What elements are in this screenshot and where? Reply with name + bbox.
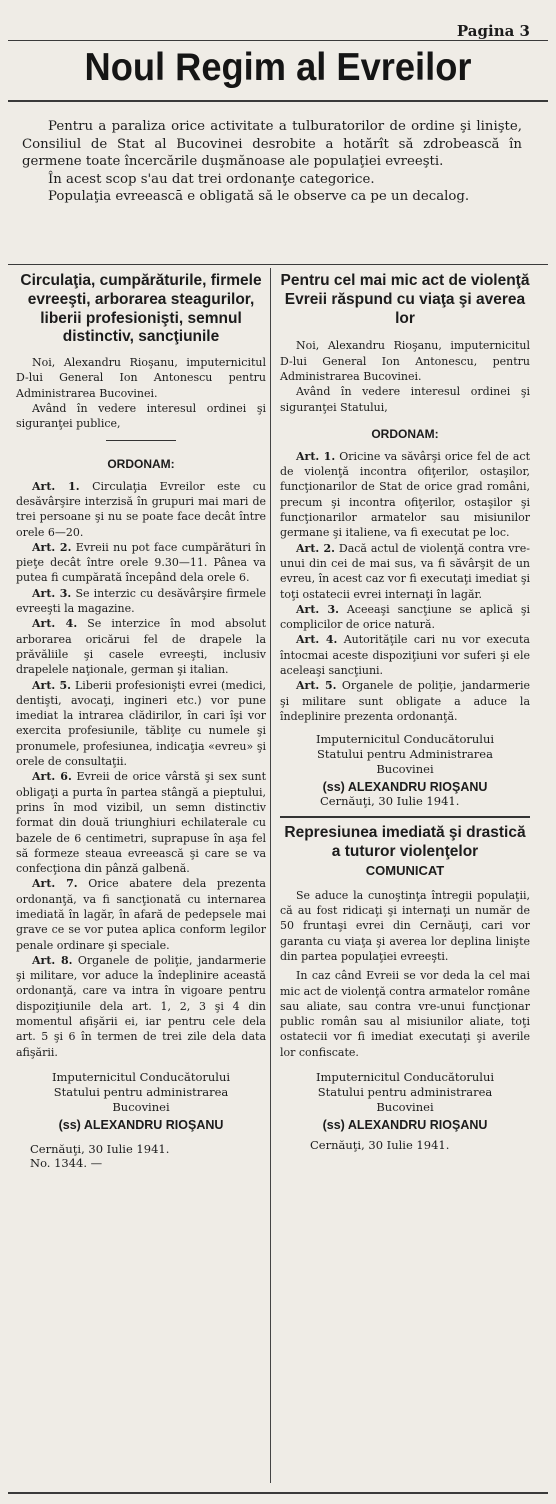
right-signature-name: (ss) ALEXANDRU RIOŞANU: [322, 780, 488, 795]
comunicat-paragraph: Se aduce la cunoştinţa întregii populaţii, că au fost ridicaţi şi internaţi un număr de 50 fruntaşi evrei din Cernăuţi, cari vor garanta cu viaţa şi averea lor deplina linişte din partea populaţiei evreeşti.: [280, 888, 530, 963]
article-text: Evreii de orice vârstă şi sex sunt obligaţi a purta în partea stângă a pieptului, prins în mod vizibil, un semn distinctiv format din două triunghiuri echilaterale cu bazele de 6 centimetri, suprapuse în aşa fel să formeze steaua evreească şi care se va confecţiona din pânză galbenă.: [16, 770, 266, 876]
right-signature-line: Bucovinei: [376, 1100, 434, 1115]
right-signature-line: Imputernicitul Conducătorului: [315, 732, 495, 747]
intro-paragraph: Populaţia evreeascā e obligată să le observe ca pe un decalog.: [48, 189, 470, 205]
article-label: Art. 5.: [296, 679, 337, 693]
right-signature-line: Bucovinei: [376, 762, 434, 777]
left-signature-line: Bucovinei: [112, 1099, 170, 1114]
article-text: Dacă actul de violenţă contra vre-unui din cei de mai sus, va fi săvârşit de un evreu, în acest caz vor fi executaţi imediat şi toţi ostatecii evrei internaţi în lagăr.: [280, 541, 531, 601]
comunicat-paragraph: In caz când Evreii se vor deda la cel mai mic act de violenţă contra armatelor române sau aliate, sau contra vre-unui funcţionar public român sau al misiunilor aliate, toţi ostatecii vor fi imediat executaţi şi averile lor confiscate.: [280, 969, 530, 1059]
article-label: Art. 2.: [296, 541, 335, 555]
intro-rule: [8, 264, 548, 265]
article-text: Se interzice în mod absolut arborarea oricărui fel de drapele la prăvăliile şi casele evreeşti, inclusiv drapelele naţionale, german şi italian.: [16, 617, 266, 677]
right-ordonam: ORDONAM:: [371, 426, 439, 441]
article-text: Circulaţia Evreilor este cu desăvârşire interzisă în grupuri mai mari de trei persoane şi nu se poate face decât între orele 6—20.: [16, 479, 266, 539]
article-label: Art. 1.: [32, 479, 80, 493]
left-ordonam: ORDONAM:: [107, 456, 175, 471]
comunicat-heading: COMUNICAT: [365, 862, 445, 878]
left-issuer: Noi, Alexandru Rioşanu, imputernicitul D-lui General Ion Antonescu pentru Administrarea Bucovinei.: [16, 356, 266, 400]
right-heading-2: Evreii răspund cu viaţa şi averea lor: [284, 290, 526, 327]
right-signature-line: Statului pentru administrarea: [317, 1085, 493, 1100]
right-date: Cernăuţi, 30 Iulie 1941.: [310, 1138, 450, 1153]
article-text: Organele de poliţie, jandarmerie şi militare sunt obligate a aduce la îndeplinire prezenta ordonanţă.: [280, 679, 530, 723]
left-considering: Având în vedere interesul ordinei şi siguranţei publice,: [16, 402, 266, 431]
article-label: Art. 5.: [32, 678, 72, 692]
left-number: No. 1344. —: [30, 1155, 103, 1170]
article-text: Autorităţile cari nu vor executa întocmai aceste dispoziţiuni vor suferi şi ele aceleaşi sancţiuni.: [280, 633, 530, 678]
right-date: Cernăuţi, 30 Iulie 1941.: [320, 794, 460, 809]
left-article: [16, 876, 266, 952]
separator: [106, 440, 176, 441]
left-signature-line: Imputernicitul Conducătorului: [51, 1069, 231, 1084]
right-considering: Având în vedere interesul ordinei şi siguranţei Statului,: [280, 385, 530, 414]
left-date: Cernăuţi, 30 Iulie 1941.: [30, 1141, 170, 1156]
right-signature-line: Imputernicitul Conducătorului: [315, 1070, 495, 1085]
right-column: [280, 268, 530, 1152]
right-article: [280, 678, 530, 724]
intro-paragraph: În acest scop s'au dat trei ordonanţe categorice.: [48, 171, 375, 187]
left-article: [16, 479, 266, 540]
left-article: [16, 769, 266, 876]
left-signature-line: Statului pentru administrarea: [53, 1084, 229, 1099]
left-article: [16, 540, 266, 586]
top-rule: [8, 40, 548, 41]
article-label: Art. 7.: [32, 877, 78, 891]
left-column: [16, 268, 266, 1170]
article-text: Aceeaşi sancţiune se aplică şi complicilor de orice natură.: [280, 602, 530, 632]
column-divider: [270, 268, 271, 1483]
left-article: [16, 616, 266, 677]
bottom-rule: [8, 1492, 548, 1494]
headline: Noul Regim al Evreilor: [84, 46, 472, 89]
right-article: [280, 449, 530, 541]
right-article: [280, 632, 530, 678]
right-article: [280, 541, 530, 602]
article-label: Art. 6.: [32, 770, 72, 784]
left-article: [16, 953, 266, 1060]
article-text: Organele de poliţie, jandarmerie şi militare, vor aduce la îndeplinire această ordonanţă, care va intra în vigoare pentru dispoziţiunile dela art. 1, 2, 3 şi 4 din momentul afişării ei, iar pentru cele dela art. 5 şi 6 în termen de trei zile dela data afişării.: [16, 953, 266, 1059]
page-number: Pagina 3: [456, 22, 530, 40]
left-article: [16, 678, 266, 770]
article-label: Art. 3.: [296, 602, 339, 616]
left-heading: Circulaţia, cumpărăturile, firmele evreeşti, arborarea steagurilor, liberii profesionişti, semnul distinctiv, sancţiunile: [20, 272, 262, 346]
article-text: Se interzic cu desăvârşire firmele evreeşti la magazine.: [16, 586, 266, 616]
section-rule: [280, 816, 530, 818]
right-heading-3: Represiunea imediată şi drastică a tuturor violenţelor: [284, 824, 526, 861]
article-text: Evreii nu pot face cumpărături în pieţe decât între orele 9.30—11. Pânea va putea fi cumpărată începând dela orele 6.: [16, 540, 267, 585]
article-label: Art. 2.: [32, 540, 72, 554]
intro-block: [22, 118, 522, 206]
article-label: Art. 4.: [296, 633, 338, 647]
right-issuer: Noi, Alexandru Rioşanu, imputernicitul D-lui General Ion Antonescu, pentru Administrarea Bucovinei.: [280, 339, 530, 383]
right-article: [280, 602, 530, 633]
right-signature-line: Statului pentru Administrarea: [317, 747, 493, 762]
right-heading-1: Pentru cel mai mic act de violenţă: [280, 272, 530, 289]
article-label: Art. 1.: [296, 449, 336, 463]
article-text: Oricine va săvârşi orice fel de act de violenţă incontra ofiţerilor, ostaşilor, funcţionarilor de Stat de orice grad români, precum şi incontra ofiţerilor, ostaşilor şi funcţionarilor armatelor sau misiunilor germane şi italiene, va fi executat pe loc.: [280, 449, 531, 540]
article-label: Art. 8.: [32, 953, 73, 967]
article-label: Art. 4.: [32, 617, 78, 631]
left-signature-name: (ss) ALEXANDRU RIOŞANU: [58, 1117, 224, 1132]
headline-rule: [8, 100, 548, 102]
article-label: Art. 3.: [32, 586, 72, 600]
article-text: Liberii profesionişti evrei (medici, dentişti, avocaţi, ingineri etc.) vor pune imediat la intrarea clădirilor, în cari îşi vor exercita profesiunile, tăbliţe cu numele şi pronumele, profesiunea, indicaţia «evreu» şi orele de consultaţii.: [16, 678, 266, 769]
left-article: [16, 586, 266, 617]
right-signature-name: (ss) ALEXANDRU RIOŞANU: [322, 1118, 488, 1133]
intro-paragraph: Pentru a paraliza orice activitate a tulburatorilor de ordine şi linişte, Consiliul de Stat al Bucovinei desrobite a hotărît să zdrobească în germene toate încercările duşmănoase ale populaţiei evreeşti.: [22, 119, 522, 170]
article-text: Orice abatere dela prezenta ordonanţă, va fi sancţionată cu internarea imediată în lagăr, în afară de pedepsele mai grave ce se vor putea aplica conform legilor penale ordinare şi speciale.: [16, 877, 266, 952]
